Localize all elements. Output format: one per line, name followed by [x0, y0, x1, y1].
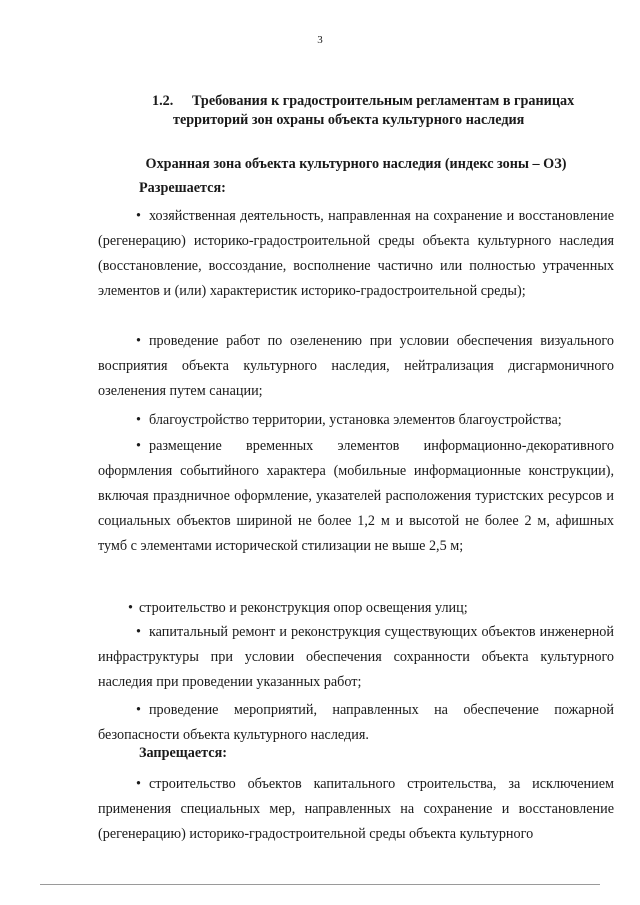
allowed-item-text: размещение временных элементов информационно-декоративного оформления событийного характера (мобильные информационные конструкции), включая праздничное оформление, указателей расположения туристских ресурсов и социальных объектов шириной не более 1,2 м и высотой не более 2 м, афишных тумб с элементами исторической стилизации не выше 2,5 м;	[98, 438, 614, 554]
forbidden-item	[98, 772, 614, 847]
zone-title: Охранная зона объекта культурного наследия (индекс зоны – ОЗ)	[145, 156, 567, 172]
section-number: 1.2.	[152, 93, 174, 109]
bullet-icon: •	[136, 333, 141, 349]
allowed-item	[98, 596, 614, 621]
allowed-item	[98, 204, 614, 304]
bullet-icon: •	[136, 208, 141, 224]
bullet-icon: •	[136, 438, 141, 454]
allowed-item	[98, 620, 614, 695]
allowed-item	[98, 329, 614, 404]
forbidden-item-text: строительство объектов капитального строительства, за исключением применения специальных мер, направленных на сохранение и восстановление (регенерацию) историко-градостроительной среды объекта культурного	[98, 776, 614, 842]
section-title-line2: территорий зон охраны объекта культурного наследия	[173, 112, 525, 128]
bullet-icon: •	[136, 702, 141, 718]
allowed-heading: Разрешается:	[139, 180, 226, 196]
section-title-line1: Требования к градостроительным регламентам в границах	[192, 93, 575, 109]
allowed-item	[98, 434, 614, 559]
allowed-item-text: капитальный ремонт и реконструкция существующих объектов инженерной инфраструктуры при условии обеспечения сохранности объекта культурного наследия при проведении указанных работ;	[98, 624, 614, 690]
bullet-icon: •	[136, 776, 141, 792]
bullet-icon: •	[128, 600, 133, 616]
bullet-icon: •	[136, 624, 141, 640]
allowed-item-text: проведение работ по озеленению при условии обеспечения визуального восприятия объекта культурного наследия, нейтрализация дисгармоничного озеленения путем санации;	[98, 333, 614, 399]
allowed-item	[98, 698, 614, 748]
allowed-item-text: строительство и реконструкция опор освещения улиц;	[138, 600, 468, 616]
page-bottom-divider	[40, 884, 600, 885]
page-number: 3	[317, 34, 323, 46]
allowed-item-text: хозяйственная деятельность, направленная на сохранение и восстановление (регенерацию) историко-градостроительной среды объекта культурного наследия (восстановление, воссоздание, восполнение частично или полностью утраченных элементов и (или) характеристик историко-градостроительной среды);	[98, 208, 614, 299]
bullet-icon: •	[136, 412, 141, 428]
allowed-item	[98, 408, 614, 433]
allowed-item-text: проведение мероприятий, направленных на обеспечение пожарной безопасности объекта культурного наследия.	[98, 702, 614, 743]
allowed-item-text: благоустройство территории, установка элементов благоустройства;	[148, 412, 562, 428]
section-heading	[152, 92, 612, 130]
forbidden-heading: Запрещается:	[139, 745, 227, 761]
